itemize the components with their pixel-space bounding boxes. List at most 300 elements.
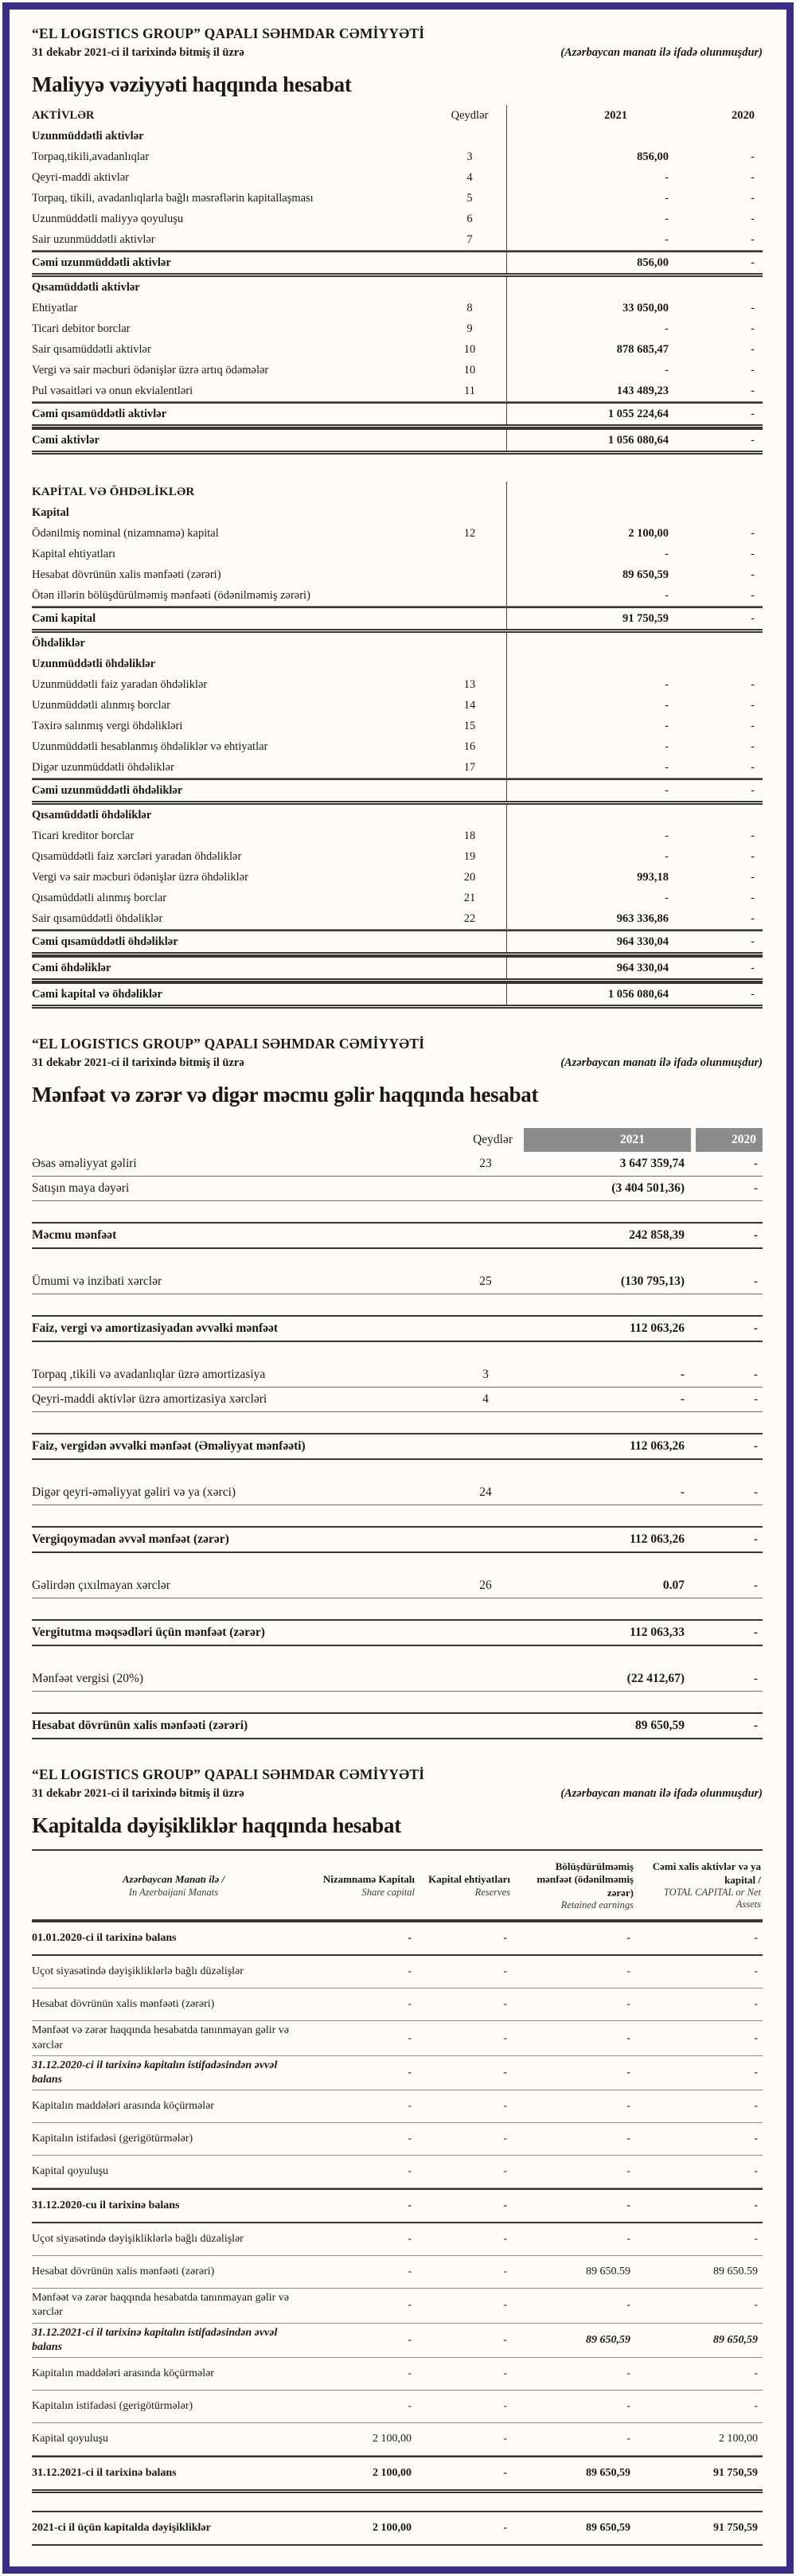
row-label: Uçot siyasətində dəyişikliklərlə bağlı düzəlişlər [32,1965,244,1978]
note-value [433,984,506,1005]
table-row [32,1315,763,1342]
company-name: “EL LOGISTICS GROUP” QAPALI SƏHMDAR CƏMİYYƏTİ [32,1766,425,1782]
value-2021: - [680,1485,685,1499]
row-label: Ümumi və inzibati xərclər [32,1274,162,1288]
value-2020: - [751,849,755,863]
row-label: Kapitalın maddələri arasında köçürmələr [32,2367,214,2379]
column-header-assets: AKTİVLƏR [32,108,95,122]
table-row [32,229,763,251]
value-2020: - [751,698,755,712]
row-label: Kapital ehtiyatları [32,547,116,560]
document-header [32,1766,763,1801]
table-row [32,167,763,188]
note-value: 17 [463,760,476,774]
value-retained-earnings: - [626,1998,630,2011]
note-value [433,277,506,298]
row-label: Ödənilmiş nominal (nizamnamə) kapital [32,526,219,540]
row-label: 31.12.2020-cu il tarixinə balans [32,2199,180,2212]
row-label: Qısamüddətli aktivlər [32,280,140,294]
value-2020: - [751,170,755,184]
value-2020: - [753,1626,758,1639]
table-row [32,2056,763,2090]
table-row [32,523,763,544]
value-total-capital: - [754,2165,758,2178]
value-reserves: - [503,2233,507,2246]
value-2020: - [753,1274,758,1288]
value-2021: 963 336,86 [506,908,675,929]
table-row [32,674,763,695]
row-label: Uçot siyasətində dəyişikliklərlə bağlı düzəlişlər [32,2233,244,2246]
note-value [433,430,506,451]
value-2021: - [506,674,675,695]
value-2020: - [751,935,755,948]
value-2020: - [751,212,755,225]
value-total-capital: 89 650,59 [713,2333,758,2346]
note-value: 3 [466,150,473,163]
table-row [32,2289,763,2323]
value-retained-earnings: 89 650,59 [586,2521,630,2534]
value-share-capital: - [408,2333,412,2346]
row-label: Qısamüddətli alınmış borclar [32,891,167,904]
value-total-capital: - [754,2399,758,2412]
header-subline [32,1056,763,1070]
note-value [433,564,506,585]
row-label: Ticari debitor borclar [32,322,131,335]
value-2021: - [506,544,675,564]
table-row [32,277,763,298]
row-label: Pul vəsaitləri və onun ekvialentləri [32,384,193,397]
note-value [433,544,506,564]
financial-position-table [32,105,763,1009]
value-2021: - [506,188,675,209]
note-value: 9 [466,322,473,335]
company-name: “EL LOGISTICS GROUP” QAPALI SƏHMDAR CƏMİYYƏTİ [32,25,425,41]
value-2021: - [506,736,675,757]
note-value: 19 [463,849,476,863]
note-value [433,502,506,523]
row-label: Hesabat dövrünün xalis mənfəəti (zərəri) [32,1998,215,2011]
value-reserves: - [503,2367,507,2379]
row-label: Uzunmüddətli aktivlər [32,129,144,142]
value-retained-earnings: - [626,2233,630,2246]
value-retained-earnings: 89 650,59 [586,2333,630,2346]
table-row [32,1270,763,1294]
value-reserves: - [503,2133,507,2145]
row-label: Vergiqoymadan əvvəl mənfəət (zərər) [32,1532,229,1546]
note-value: 20 [463,870,476,884]
reporting-period: 31 dekabr 2021-ci il tarixində bitmiş il üzrə [32,1056,244,1069]
value-2021: (22 412,67) [626,1672,685,1685]
value-2020: - [751,526,755,540]
value-2021: 143 489,23 [506,381,675,401]
row-label: Cəmi kapital və öhdəliklər [32,987,162,1001]
value-share-capital: 2 100,00 [373,2432,412,2445]
value-2020: - [753,1321,758,1335]
table-row [32,502,763,523]
note-value: 22 [463,911,476,925]
table-row [32,1363,763,1388]
value-2021: 856,00 [506,252,675,273]
value-reserves: - [503,1998,507,2011]
value-2021: 964 330,04 [506,958,675,978]
value-2020: - [751,384,755,397]
value-total-capital: - [754,2032,758,2044]
note-value: 4 [466,170,473,184]
column-header-2021: 2021 [524,1128,691,1152]
note-value: 23 [479,1157,492,1170]
note-value: 13 [463,677,476,691]
note-value: 7 [466,232,473,246]
table-row [32,2021,763,2055]
value-2020: - [751,433,755,447]
value-retained-earnings: - [626,2066,630,2078]
value-total-capital: - [754,2133,758,2145]
value-2021: 964 330,04 [506,931,675,952]
row-label: Kapital [32,505,69,519]
value-2021: (130 795,13) [620,1274,685,1288]
note-value [447,1177,524,1200]
value-2021: - [506,846,675,867]
value-reserves: - [503,1965,507,1978]
note-value [447,1528,524,1551]
column-header-notes: Qeydlər [473,1133,513,1146]
note-value [433,931,506,952]
value-2020: - [751,870,755,884]
reporting-period: 31 dekabr 2021-ci il tarixində bitmiş il üzrə [32,46,244,59]
value-2020: - [751,961,755,974]
value-share-capital: - [408,2299,412,2312]
value-2020: - [751,987,755,1001]
table-row [32,1989,763,2021]
column-header-en: Retained earnings [560,1899,634,1911]
column-header-reserves [423,1860,518,1911]
header-subline [32,46,763,60]
value-2021: 0.07 [662,1579,685,1592]
spacer [32,1128,447,1152]
value-total-capital: - [754,1932,758,1945]
table-row [32,888,763,908]
value-2020: - [751,891,755,904]
note-value: 15 [463,719,476,732]
table-row [32,1222,763,1249]
table-row [32,2156,763,2188]
table-row [32,2123,763,2156]
value-2021: - [506,167,675,188]
value-2021: - [506,780,675,801]
table-row [32,930,763,956]
value-2021: - [506,585,675,606]
row-label: KAPİTAL VƏ ÖHDƏLİKLƏR [32,485,195,498]
table-row [32,1526,763,1553]
value-retained-earnings: - [626,2100,630,2113]
column-header-2020: 2020 [732,108,755,122]
row-label: Uzunmüddətli hesablanmış öhdəliklər və ehtiyatlar [32,740,268,753]
row-label: 2021-ci il üçün kapitalda dəyişikliklər [32,2521,211,2534]
value-2020 [675,126,763,146]
value-reserves: - [503,2299,507,2312]
row-label: Cəmi aktivlər [32,433,100,447]
column-header-en: TOTAL CAPITAL or Net Assets [663,1886,761,1911]
note-value [433,958,506,978]
reporting-period: 31 dekabr 2021-ci il tarixində bitmiş il üzrə [32,1787,244,1800]
value-retained-earnings: 89 650,59 [586,2466,630,2479]
value-2020: - [751,829,755,842]
value-retained-earnings: - [626,2133,630,2145]
table-row [32,1667,763,1692]
row-label: Qeyri-maddi aktivlər üzrə amortizasiya xərcləri [32,1392,267,1406]
profit-loss-body [32,1152,763,1739]
table-row [32,2456,763,2493]
column-header-az: Azərbaycan Manatı ilə / [122,1873,225,1886]
row-label: Mənfəət və zərər haqqında hesabatda tanınmayan gəlir və xərclər [32,2024,290,2051]
value-2020: - [753,1181,758,1195]
table-row [32,209,763,229]
value-2020: - [751,407,755,420]
note-value: 18 [463,829,476,842]
value-2020 [675,654,763,674]
value-total-capital: 91 750,59 [713,2521,758,2534]
table-row [32,1712,763,1739]
value-2021: 242 858,39 [629,1228,685,1242]
value-2020: - [753,1392,758,1406]
value-total-capital: 91 750,59 [713,2466,758,2479]
value-2021: 112 063,26 [630,1532,685,1546]
table-row [32,633,763,654]
note-value [433,805,506,825]
table-row [32,1433,763,1460]
value-total-capital: - [754,2199,758,2212]
note-value [433,608,506,629]
value-share-capital: 2 100,00 [373,2521,412,2534]
note-value [433,780,506,801]
value-2021: - [506,360,675,381]
table-row [32,2512,763,2544]
row-label: Digər uzunmüddətli öhdəliklər [32,760,174,774]
company-name: “EL LOGISTICS GROUP” QAPALI SƏHMDAR CƏMİYYƏTİ [32,1036,425,1052]
value-2020: - [753,1532,758,1546]
column-header-en: In Azerbaijani Manats [128,1886,219,1898]
table-row [32,2391,763,2423]
table-row [32,1956,763,1989]
value-retained-earnings: - [626,2399,630,2412]
row-label: Kapital qoyuluşu [32,2165,109,2178]
column-header-2020: 2020 [691,1128,763,1152]
value-2020: - [751,301,755,314]
row-label: Faiz, vergi və amortizasiyadan əvvəlki mənfəət [32,1321,279,1335]
value-total-capital: - [754,2367,758,2379]
value-2021: 878 685,47 [506,339,675,360]
note-value: 24 [479,1485,492,1499]
table-row [32,1619,763,1646]
row-label: Uzunmüddətli öhdəliklər [32,657,156,670]
table-row [32,1388,763,1412]
table-row [32,867,763,888]
row-label: Hesabat dövrünün xalis mənfəəti (zərəri) [32,1719,248,1732]
row-label: Digər qeyri-əməliyyat gəliri və ya (xərci) [32,1485,236,1499]
value-2020: - [751,256,755,269]
note-value: 26 [479,1579,492,1592]
value-share-capital: - [408,2133,412,2145]
row-label: 01.01.2020-ci il tarixinə balans [32,1932,177,1945]
note-value: 5 [466,191,473,205]
value-2021: - [506,888,675,908]
table-row [32,736,763,757]
note-value [447,1667,524,1691]
value-retained-earnings: - [626,2199,630,2212]
currency-note: (Azərbaycan manatı ilə ifadə olunmuşdur) [560,1056,763,1069]
value-2021: 112 063,33 [630,1626,685,1639]
value-retained-earnings: 89 650.59 [586,2266,630,2278]
value-retained-earnings: - [626,2165,630,2178]
column-header-2021: 2021 [506,105,675,126]
value-2020 [675,633,763,654]
value-2021 [506,482,675,502]
value-retained-earnings: - [626,1965,630,1978]
value-2021: - [506,209,675,229]
table-row [32,716,763,736]
value-reserves: - [503,2521,507,2534]
value-total-capital: - [754,2100,758,2113]
document-header [32,25,763,60]
note-value [447,1317,524,1341]
table-row [32,360,763,381]
table-row [32,2090,763,2123]
note-value [433,126,506,146]
value-share-capital: - [408,2367,412,2379]
note-value: 10 [463,342,476,356]
row-label: Cəmi öhdəliklər [32,961,111,974]
equity-changes-table [32,1849,763,2546]
row-label: Cəmi qısamüddətli aktivlər [32,407,167,420]
row-label: Mənfəət vergisi (20%) [32,1672,144,1685]
note-value [433,404,506,424]
note-value: 6 [466,212,473,225]
row-label: Kapital qoyuluşu [32,2432,109,2445]
row-label: Kapitalın istifadəsi (gerigötürmələr) [32,2399,193,2412]
table-row [32,982,763,1009]
table-row [32,2188,763,2223]
table-row [32,2423,763,2456]
value-2021: - [506,757,675,778]
value-2020: - [751,760,755,774]
value-2021: 1 056 080,64 [506,984,675,1005]
row-label: Öhdəliklər [32,636,85,650]
table-row [32,1921,763,1956]
row-label: Cəmi kapital [32,611,96,625]
table-row [32,2223,763,2256]
row-label: Qısamüddətli faiz xərcləri yaradan öhdəliklər [32,849,242,863]
row-label: Təxirə salınmış vergi öhdəlikləri [32,719,183,732]
table-row [32,564,763,585]
column-header-az: Kapital ehtiyatları [428,1873,510,1886]
column-header-az: Nizamnamə Kapitalı [322,1873,415,1886]
table-row [32,607,763,633]
value-reserves: - [503,2100,507,2113]
value-2021: - [680,1392,685,1406]
value-2021: 993,18 [506,867,675,888]
value-retained-earnings: - [626,1932,630,1945]
value-2020: - [753,1228,758,1242]
note-value [447,1224,524,1247]
value-reserves: - [503,2432,507,2445]
value-2020: - [753,1672,758,1685]
value-2020: - [751,783,755,797]
table-header-row [32,1128,763,1152]
note-value [433,252,506,273]
value-2020: - [753,1485,758,1499]
value-2021 [506,654,675,674]
value-total-capital: - [754,1998,758,2011]
row-label: Sair qısamüddətli öhdəliklər [32,911,163,925]
value-total-capital: 89 650.59 [713,2266,758,2278]
profit-loss-table [32,1128,763,1739]
value-2020: - [751,911,755,925]
column-header-retained-earnings [518,1860,642,1911]
value-2020 [675,805,763,825]
table-row [32,956,763,982]
table-row [32,2324,763,2358]
value-reserves: - [503,2333,507,2346]
table-row [32,1152,763,1177]
value-2020: - [751,740,755,753]
row-label: Sair uzunmüddətli aktivlər [32,232,155,246]
statement-of-changes-in-equity [32,1766,763,2546]
table-row [32,544,763,564]
note-value [447,1714,524,1738]
note-value [433,633,506,654]
row-label: Torpaq,tikili,avadanlıqlar [32,150,150,163]
column-header-az: Cəmi xalis aktivlər və ya kapital / [652,1860,761,1886]
header-subline [32,1787,763,1801]
table-row [32,318,763,339]
table-row [32,846,763,867]
value-reserves: - [503,2066,507,2078]
value-2020: - [751,547,755,560]
value-2021 [506,805,675,825]
row-label: Ötən illərin bölüşdürülməmiş mənfəəti (ödənilməmiş zərəri) [32,588,310,602]
row-label: Kapitalın istifadəsi (gerigötürmələr) [32,2133,193,2145]
note-value: 4 [482,1392,489,1406]
table-header-row [32,105,763,126]
value-total-capital: - [754,2233,758,2246]
value-2020: - [751,568,755,581]
value-2021: 2 100,00 [506,523,675,544]
value-share-capital: - [408,2233,412,2246]
table-row [32,908,763,930]
value-2021 [506,126,675,146]
table-row [32,251,763,277]
table-row [32,126,763,146]
table-row [32,585,763,607]
value-2021: 1 055 224,64 [506,404,675,424]
value-2020: - [751,363,755,377]
note-value [433,654,506,674]
column-header-total-capital [642,1860,769,1911]
value-2021: - [506,695,675,716]
value-reserves: - [503,2032,507,2044]
row-label: Torpaq, tikili, avadanlıqlarla bağlı məsrəflərin kapitallaşması [32,191,314,205]
row-label: Vergitutma məqsədləri üçün mənfəət (zərər) [32,1626,265,1639]
row-label: Sair qısamüddətli aktivlər [32,342,151,356]
note-value: 3 [482,1368,489,1381]
row-label: Uzunmüddətli maliyyə qoyuluşu [32,212,184,225]
value-share-capital: - [408,2199,412,2212]
value-2020: - [751,191,755,205]
statement-of-profit-and-loss [32,1036,763,1739]
value-retained-earnings: - [626,2032,630,2044]
value-reserves: - [503,2399,507,2412]
table-row [32,654,763,674]
